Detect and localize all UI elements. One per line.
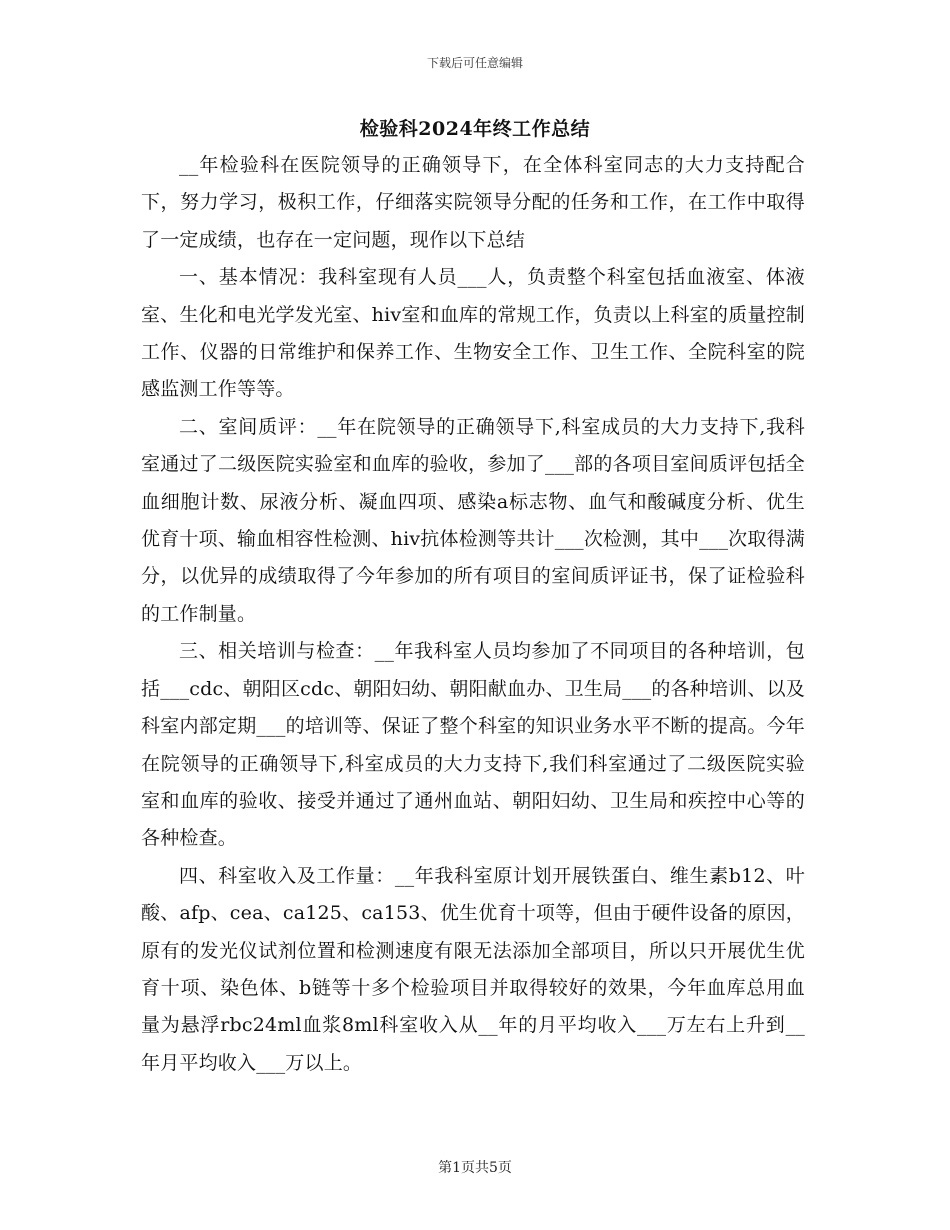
paragraph-income-workload: 四、科室收入及工作量：__年我科室原计划开展铁蛋白、维生素b12、叶酸、afp、cea、ca125、ca153、优生优育十项等，但由于硬件设备的原因，原有的发光仪试剂位置和检测速度有限无法添加全部项目，所以只开展优生优育十项、染色体、b链等十多个检验项目并取得较好的效果，今年血库总用血量为悬浮rbc24ml血浆8ml科室收入从__年的月平均收入___万左右上升到__年月平均收入___万以上。 (141, 864, 805, 1074)
paragraph-quality-assessment: 二、室间质评：__年在院领导的正确领导下,科室成员的大力支持下,我科室通过了二级医院实验室和血库的验收，参加了___部的各项目室间质评包括全血细胞计数、尿液分析、凝血四项、感染a标志物、血气和酸碱度分析、优生优育十项、输血相容性检测、hiv抗体检测等共计___次检测，其中___次取得满分，以优异的成绩取得了今年参加的所有项目的室间质评证书，保了证检验科的工作制量。 (141, 415, 805, 625)
document-body (141, 147, 805, 1082)
paragraph-intro: __年检验科在医院领导的正确领导下，在全体科室同志的大力支持配合下，努力学习，极积工作，仔细落实院领导分配的任务和工作，在工作中取得了一定成绩，也存在一定问题，现作以下总结 (141, 154, 805, 251)
paragraph-basic-situation: 一、基本情况：我科室现有人员___人，负责整个科室包括血液室、体液室、生化和电光学发光室、hiv室和血库的常规工作，负责以上科室的质量控制工作、仪器的日常维护和保养工作、生物安全工作、卫生工作、全院科室的院感监测工作等等。 (141, 266, 805, 401)
header-note: 下载后可任意编辑 (426, 56, 523, 70)
paragraph-training-inspection: 三、相关培训与检查：__年我科室人员均参加了不同项目的各种培训，包括___cdc、朝阳区cdc、朝阳妇幼、朝阳献血办、卫生局___的各种培训、以及科室内部定期___的培训等、保证了整个科室的知识业务水平不断的提高。今年在院领导的正确领导下,科室成员的大力支持下,我们科室通过了二级医院实验室和血库的验收、接受并通过了通州血站、朝阳妇幼、卫生局和疾控中心等的各种检查。 (141, 640, 805, 850)
document-title: 检验科2024年终工作总结 (359, 118, 591, 140)
page-indicator: 第1页共5页 (438, 1160, 512, 1176)
